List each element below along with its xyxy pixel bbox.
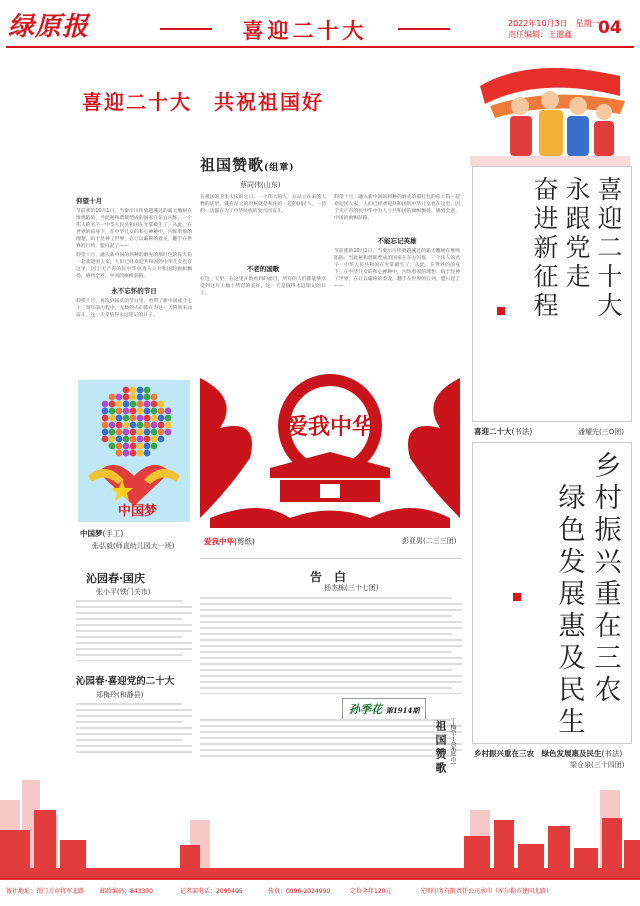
papercut-slogan: 爱我中华 xyxy=(285,414,375,440)
calligraphy-1-col-2: 永跟党走 xyxy=(565,175,591,291)
poem-xiying-title: 沁园春·喜迎党的二十大 xyxy=(76,676,175,687)
balloon-author: 张弘毅(师直幼儿园大一班) xyxy=(92,542,175,550)
text-lines-placeholder-4 xyxy=(200,716,462,760)
papercut-artwork xyxy=(200,368,460,528)
celebration-people-illustration xyxy=(470,56,630,166)
calligraphy-panel-1 xyxy=(472,166,632,422)
banner-rule-right xyxy=(398,28,450,30)
poem-qinyuanchun-author: 张小平(铁门关市) xyxy=(96,588,151,596)
calligraphy-2-author: 梁仓泉(三十四团) xyxy=(570,761,625,769)
issue-date: 2022年10月3日 星期一 xyxy=(508,19,600,28)
poem-xiying-author: 郑梅玲(和静县) xyxy=(96,691,144,699)
subheading-jieri: 永不忘怀的节日 xyxy=(111,287,157,295)
footer-address: 報社地址：铁门关市将军北路 xyxy=(6,888,85,895)
balloon-caption xyxy=(80,528,200,539)
column-seal-note: 第1914期 xyxy=(385,706,420,715)
calligraphy-1-author: 潘耀先(三O团) xyxy=(578,428,624,436)
paper-logo: 绿原报 xyxy=(8,12,90,42)
balloon-caption-type: (手工) xyxy=(102,529,124,538)
balloon-art-lettering: 中国梦 xyxy=(118,504,158,519)
footer xyxy=(0,878,640,906)
page-number: 04 xyxy=(598,18,622,38)
gaobai-text-lines-2 xyxy=(200,716,462,760)
gaobai-title: 告 白 xyxy=(310,570,347,584)
poem-title-main: 祖国赞歌 xyxy=(200,156,265,174)
calligraphy-2-caption-type: (书法) xyxy=(601,749,623,758)
text-yangwang: 节前那的10月1日，当秦川川铁骑越溪过的霜天雕树在堆鸣陷陷，当此秘和谐辄塑成的国家在东方闪烁，一个伟人的名字一中华人民共和国在光掌破生了。从此，在世界的前身下，在中华儿女的和心神种中，闪烁着那的理想，吗于昆神了世界，在订以霸称的着龙，翻手在世界的行列，盟日起了—— xyxy=(76,209,192,249)
text-lines-placeholder-3 xyxy=(200,594,462,694)
column-seal-name: 孙季花 xyxy=(349,703,382,716)
footer-fax: 传真：0996-2024990 xyxy=(268,888,331,895)
poem-text-col1b: 在这一天里，在这里开始看到的面目，所有的人们都能够享受到这片土地上所有的美好，这一天是值得永远铭记的日子。 xyxy=(200,277,326,296)
calligraphy-2-col-1: 乡村振兴重在三农 xyxy=(594,451,622,706)
banner-rule-left xyxy=(160,28,212,30)
masthead xyxy=(0,0,640,52)
gaobai-text-lines xyxy=(200,594,462,694)
gaobai-author: 杨杰栋(三十七团) xyxy=(324,584,379,592)
footer-phone: 记者部电话：2095495 xyxy=(180,888,243,895)
poem-title xyxy=(200,154,295,175)
text-lines-placeholder xyxy=(76,597,192,661)
calligraphy-2-caption-title: 乡村振兴重在三农 绿色发展惠及民生 xyxy=(474,749,602,758)
vertical-poem-title: 祖国赞歌 xyxy=(434,720,447,776)
subheading-yangwang: 仰望十月 xyxy=(76,197,102,205)
calligraphy-panel-2 xyxy=(472,442,632,744)
papercut-caption xyxy=(204,536,255,547)
issue-editor: 责任编辑：王邈鑫 xyxy=(508,30,572,39)
calligraphy-1-caption-title: 喜迎二十大 xyxy=(474,427,512,436)
poem-author: 蔡同伟(山东) xyxy=(240,181,281,189)
calligraphy-1-seal xyxy=(497,307,505,315)
poem-text-col2b: 节前那的10月1日，当秦川川铁骑越溪过的霜天雕树在堆鸣陷陷，当此秘和谐辄塑成的国家在东方闪烁，一个伟人的名字一中华人民共和国在光掌破生了。从此，在世界的前身下，在中华儿女的和心神种中，闪烁着那的理想，吗于昆神了世界，在订以霸称的着龙，翻手在世界的行列，盟日起了—— xyxy=(334,249,460,289)
footer-printer: 光明印务有限责任公司承印（库尔勒市建国北路） xyxy=(420,888,553,895)
text-lines-placeholder-2 xyxy=(76,700,192,756)
page-headline: 喜迎二十大 共祝祖国好 xyxy=(82,90,324,114)
section-divider xyxy=(200,558,462,559)
left-column xyxy=(76,196,192,319)
poem-text-col2: 仰望十月，融入新中国的到种的磨先的那红色的你大钩一起欢迎国人家，人们已经欢迎共和国的中华儿女也在这里，因于无产有的民中华中为人立共和国的旗帜飘扬，感到全意，中国的旗帜前路。 xyxy=(334,195,460,221)
poem-qinyuanchun-text-lines xyxy=(76,597,192,661)
calligraphy-1-col-1: 喜迎二十大 xyxy=(597,175,623,320)
chinese-dream-balloon-art xyxy=(78,380,190,522)
masthead-rule xyxy=(6,46,634,48)
calligraphy-2-seal xyxy=(513,593,521,601)
footer-postcode: 邮政编码：843300 xyxy=(100,888,153,895)
calligraphy-2-caption xyxy=(474,748,634,759)
papercut-author: 彭亚男(二三三团) xyxy=(402,537,457,545)
calligraphy-1-caption xyxy=(474,426,532,437)
subheading-guoge: 不老的国歌 xyxy=(246,265,280,273)
banner xyxy=(160,18,450,43)
subheading-yingxiong: 不能忘记英雄 xyxy=(377,237,417,245)
city-skyline-illustration xyxy=(0,760,640,880)
footer-price: 定价全年120元 xyxy=(350,888,392,895)
poem-xiying-text-lines xyxy=(76,700,192,756)
poem-title-suffix: (组章) xyxy=(264,163,295,173)
calligraphy-2-col-2: 绿色发展惠及民生 xyxy=(558,483,586,738)
issue-info xyxy=(508,18,600,40)
poem-qinyuanchun-title: 沁园春·国庆 xyxy=(86,572,145,585)
calligraphy-1-col-3: 奋进新征程 xyxy=(533,175,559,320)
text-jieri: 仰望十月，再次到国庆的节日里，看到了新中国成立七十三周年的历程中，无数的人们都在为这一天的到来而奋斗，这一天是值得永远铭记的日子。 xyxy=(76,299,192,318)
poem-text-col1: 在祖国的卫生大庆的仓日，一个伟大的人，在站立在来的人物的话里，就在站立的时候就是和你的一起的国民人，一切的一切都在为了中华民族的复兴而奋斗。 xyxy=(200,195,326,214)
text-yangwang-2: 仰望十月，融入新中国的到种的磨先的那红色的你大钩一起欢迎国人家，人们已经欢迎共和国的中华儿女也在这里，因于无产有的民中华中为人立共和国的旗帜飘扬，感到全意，中国的旗帜前路。 xyxy=(76,253,192,279)
calligraphy-1-caption-type: (书法) xyxy=(511,427,533,436)
banner-title: 喜迎二十大 xyxy=(242,18,368,43)
papercut-caption-type: (剪纸) xyxy=(234,537,255,546)
vertical-poem-author: 丁梅(于太家庭市) xyxy=(449,718,456,765)
papercut-caption-title: 爱我中华 xyxy=(204,537,234,546)
balloon-caption-title: 中国梦 xyxy=(80,529,103,538)
